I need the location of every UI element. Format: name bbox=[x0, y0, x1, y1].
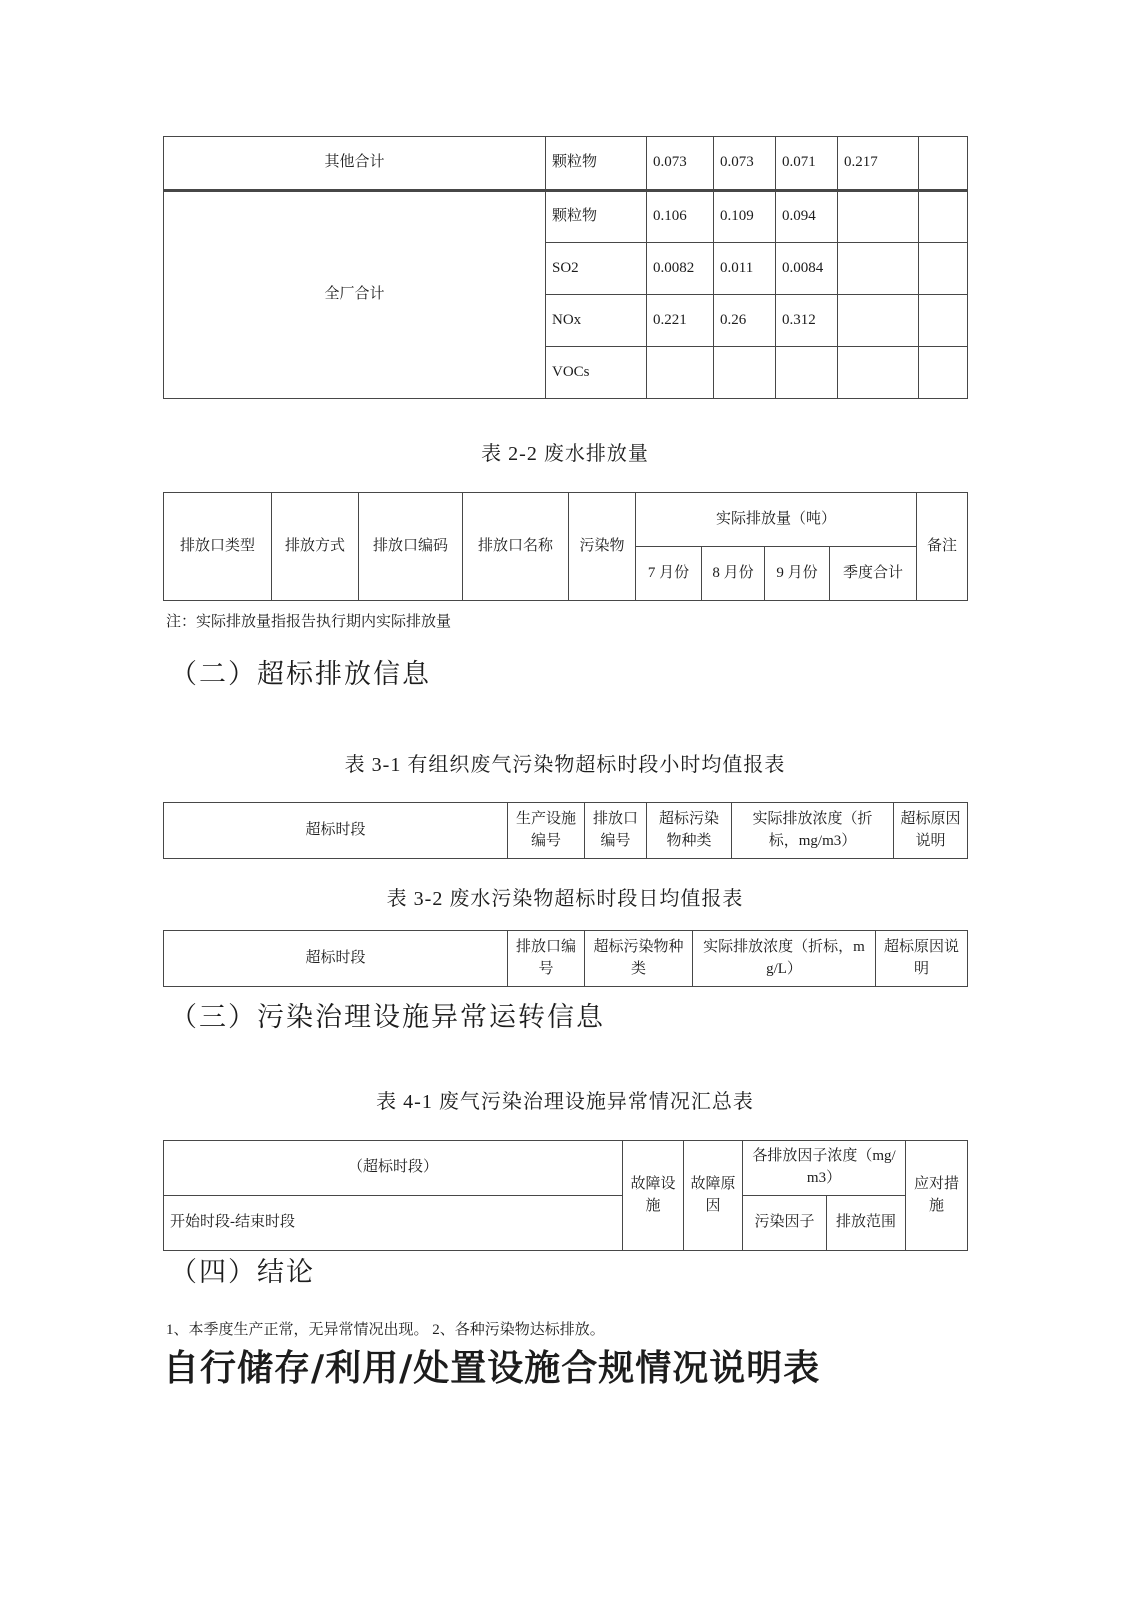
cell-remark bbox=[919, 295, 968, 347]
gas-exceed-table-wrap bbox=[163, 802, 968, 859]
header-outlet-no: 排放口编号 bbox=[585, 803, 647, 859]
cell-pollutant: SO2 bbox=[546, 243, 647, 295]
header-pollution-factor: 污染因子 bbox=[743, 1196, 827, 1251]
cell-quarter-total bbox=[838, 347, 919, 399]
cell-quarter-total bbox=[838, 243, 919, 295]
header-facility-no: 生产设施编号 bbox=[508, 803, 585, 859]
cell-pollutant: VOCs bbox=[546, 347, 647, 399]
cell-quarter-total bbox=[838, 295, 919, 347]
table-header-row bbox=[164, 803, 968, 859]
cell-aug-value: 0.109 bbox=[714, 191, 776, 243]
water-exceed-table bbox=[163, 930, 968, 987]
header-discharge-mode: 排放方式 bbox=[272, 493, 359, 601]
cell-sep-value: 0.312 bbox=[776, 295, 838, 347]
cell-quarter-total bbox=[838, 191, 919, 243]
header-remark: 备注 bbox=[917, 493, 968, 601]
cell-pollutant: NOx bbox=[546, 295, 647, 347]
cell-aug-value: 0.26 bbox=[714, 295, 776, 347]
gas-exceed-table-title: 表 3-1 有组织废气污染物超标时段小时均值报表 bbox=[344, 754, 786, 776]
conclusion-text: 1、本季度生产正常，无异常情况出现。 2、各种污染物达标排放。 bbox=[166, 1322, 605, 1338]
header-outlet-type: 排放口类型 bbox=[164, 493, 272, 601]
cell-aug-value bbox=[714, 347, 776, 399]
header-response-measures: 应对措施 bbox=[906, 1141, 968, 1251]
header-fault-facility: 故障设施 bbox=[623, 1141, 684, 1251]
cell-sep-value: 0.071 bbox=[776, 137, 838, 191]
table-header-row bbox=[164, 1141, 968, 1196]
self-storage-section-title: 自行储存/利用/处置设施合规情况说明表 bbox=[163, 1348, 821, 1389]
header-factor-concentration: 各排放因子浓度（mg/m3） bbox=[743, 1141, 906, 1196]
header-reason: 超标原因说明 bbox=[876, 931, 968, 987]
cell-jul-value: 0.073 bbox=[647, 137, 714, 191]
cell-pollutant: 颗粒物 bbox=[546, 191, 647, 243]
header-exceed-period: 超标时段 bbox=[164, 931, 508, 987]
wastewater-table-title: 表 2-2 废水排放量 bbox=[481, 443, 649, 465]
abnormal-table-wrap bbox=[163, 1140, 968, 1251]
cell-remark bbox=[919, 191, 968, 243]
row-label-other-total: 其他合计 bbox=[164, 137, 546, 191]
cell-pollutant: 颗粒物 bbox=[546, 137, 647, 191]
row-label-plant-total: 全厂合计 bbox=[164, 191, 546, 399]
table-row bbox=[164, 191, 968, 243]
header-concentration: 实际排放浓度（折标，mg/L） bbox=[693, 931, 876, 987]
header-aug: 8 月份 bbox=[702, 547, 765, 601]
gas-emission-summary-table bbox=[163, 136, 968, 399]
cell-sep-value: 0.0084 bbox=[776, 243, 838, 295]
header-pollutant: 污染物 bbox=[569, 493, 636, 601]
section-heading-exceed: （二）超标排放信息 bbox=[170, 659, 431, 689]
header-jul: 7 月份 bbox=[636, 547, 702, 601]
table-header-row bbox=[164, 931, 968, 987]
cell-remark bbox=[919, 347, 968, 399]
header-period-range: 开始时段-结束时段 bbox=[164, 1196, 623, 1251]
header-pollutant-type: 超标污染物种类 bbox=[585, 931, 693, 987]
header-emission-range: 排放范围 bbox=[827, 1196, 906, 1251]
cell-jul-value: 0.221 bbox=[647, 295, 714, 347]
cell-remark bbox=[919, 137, 968, 191]
header-quarter-total: 季度合计 bbox=[830, 547, 917, 601]
header-outlet-code: 排放口编码 bbox=[359, 493, 463, 601]
table-row bbox=[164, 137, 968, 191]
cell-aug-value: 0.073 bbox=[714, 137, 776, 191]
cell-quarter-total: 0.217 bbox=[838, 137, 919, 191]
header-concentration: 实际排放浓度（折标，mg/m3） bbox=[732, 803, 894, 859]
header-outlet-name: 排放口名称 bbox=[463, 493, 569, 601]
header-sep: 9 月份 bbox=[765, 547, 830, 601]
wastewater-table-note: 注：实际排放量指报告执行期内实际排放量 bbox=[166, 614, 452, 630]
header-exceed-period: 超标时段 bbox=[164, 803, 508, 859]
header-actual-amount: 实际排放量（吨） bbox=[636, 493, 917, 547]
header-outlet-no: 排放口编号 bbox=[508, 931, 585, 987]
section-heading-conclusion: （四）结论 bbox=[170, 1257, 315, 1287]
table-header-row bbox=[164, 493, 968, 547]
wastewater-table bbox=[163, 492, 968, 601]
cell-jul-value: 0.0082 bbox=[647, 243, 714, 295]
cell-jul-value: 0.106 bbox=[647, 191, 714, 243]
cell-jul-value bbox=[647, 347, 714, 399]
abnormal-table-title: 表 4-1 废气污染治理设施异常情况汇总表 bbox=[376, 1091, 754, 1113]
header-fault-reason: 故障原因 bbox=[684, 1141, 743, 1251]
header-reason: 超标原因说明 bbox=[894, 803, 968, 859]
cell-remark bbox=[919, 243, 968, 295]
cell-aug-value: 0.011 bbox=[714, 243, 776, 295]
header-pollutant-type: 超标污染物种类 bbox=[647, 803, 732, 859]
cell-sep-value bbox=[776, 347, 838, 399]
cell-sep-value: 0.094 bbox=[776, 191, 838, 243]
table-header-row bbox=[164, 1196, 968, 1251]
gas-exceed-table bbox=[163, 802, 968, 859]
section-heading-abnormal: （三）污染治理设施异常运转信息 bbox=[170, 1002, 605, 1032]
header-period-label: （超标时段） bbox=[164, 1141, 623, 1196]
abnormal-table bbox=[163, 1140, 968, 1251]
water-exceed-table-title: 表 3-2 废水污染物超标时段日均值报表 bbox=[386, 888, 744, 910]
wastewater-table-wrap bbox=[163, 492, 968, 601]
gas-emission-summary-table-wrap bbox=[163, 136, 968, 399]
water-exceed-table-wrap bbox=[163, 930, 968, 987]
